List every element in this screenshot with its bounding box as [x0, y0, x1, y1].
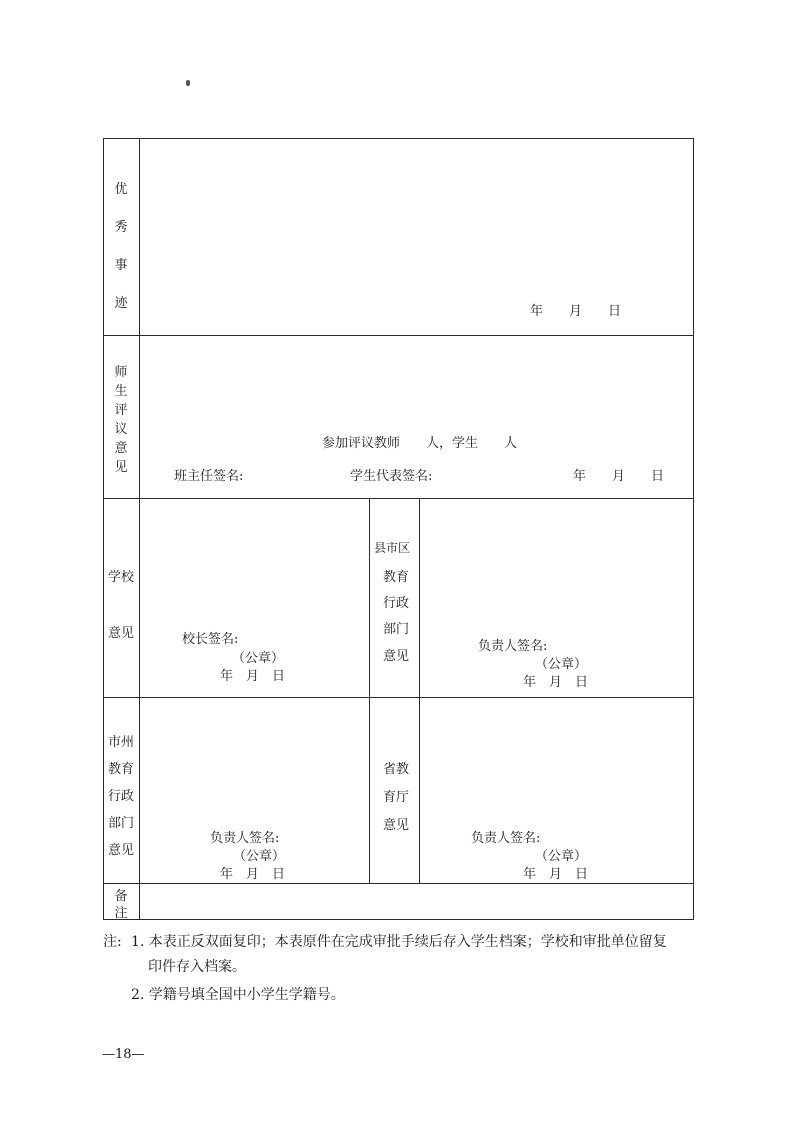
peer-review-label-char: 议	[114, 422, 128, 437]
city-label-line: 部门	[108, 816, 135, 831]
city-label-line: 市州	[108, 735, 135, 750]
peer-review-label-char: 意	[114, 441, 128, 456]
excellent-deeds-date: 年 月 日	[530, 304, 622, 319]
city-label-line: 行政	[108, 789, 135, 804]
school-seal: （公章）	[232, 651, 285, 666]
excellent-deeds-label-char: 秀	[114, 220, 128, 235]
notes-prefix: 注:	[103, 934, 122, 950]
county-label-line: 部门	[383, 622, 410, 637]
county-person-signature: 负责人签名:	[478, 639, 548, 654]
peer-review-label-char: 生	[114, 384, 128, 399]
student-rep-signature: 学生代表签名:	[350, 469, 433, 484]
scan-speck	[186, 80, 190, 86]
principal-signature: 校长签名:	[182, 632, 239, 647]
county-seal: （公章）	[535, 657, 588, 672]
note-1-line-2: 印件存入档案。	[148, 959, 246, 975]
province-date: 年 月 日	[523, 867, 589, 882]
peer-review-label-char: 评	[114, 403, 128, 418]
county-label-line: 意见	[383, 649, 410, 664]
peer-review-label-char: 见	[114, 460, 128, 475]
province-label-line: 意见	[383, 818, 410, 833]
note-2: 2. 学籍号填全国中小学生学籍号。	[131, 987, 345, 1003]
city-seal: （公章）	[233, 849, 286, 864]
province-label-line: 省教	[383, 762, 410, 777]
school-label-top: 学校	[108, 570, 135, 585]
city-label-line: 意见	[108, 843, 135, 858]
province-label-line: 育厅	[383, 790, 410, 805]
peer-review-label-char: 师	[114, 365, 128, 380]
county-label-line: 县市区	[374, 541, 411, 555]
school-label-bottom: 意见	[108, 626, 135, 641]
note-1-line-1: 1. 本表正反双面复印；本表原件在完成审批手续后存入学生档案；学校和审批单位留复	[131, 934, 667, 950]
city-label-line: 教育	[108, 762, 135, 777]
peer-review-date: 年 月 日	[573, 469, 665, 484]
county-label-line: 行政	[383, 596, 410, 611]
school-date: 年 月 日	[220, 669, 286, 684]
province-person-signature: 负责人签名:	[471, 831, 541, 846]
excellent-deeds-label-char: 优	[114, 182, 128, 197]
excellent-deeds-label-char: 迹	[114, 296, 128, 311]
remarks-label-char: 注	[114, 906, 128, 921]
county-label-line: 教育	[383, 570, 410, 585]
participants-count: 参加评议教师 人，学生 人	[322, 436, 518, 451]
county-date: 年 月 日	[523, 675, 589, 690]
page-number: —18—	[102, 1047, 145, 1062]
excellent-deeds-label-char: 事	[114, 258, 128, 273]
remarks-label-char: 备	[114, 889, 128, 904]
province-seal: （公章）	[535, 849, 588, 864]
city-person-signature: 负责人签名:	[210, 831, 280, 846]
city-date: 年 月 日	[220, 867, 286, 882]
class-teacher-signature: 班主任签名:	[174, 469, 244, 484]
